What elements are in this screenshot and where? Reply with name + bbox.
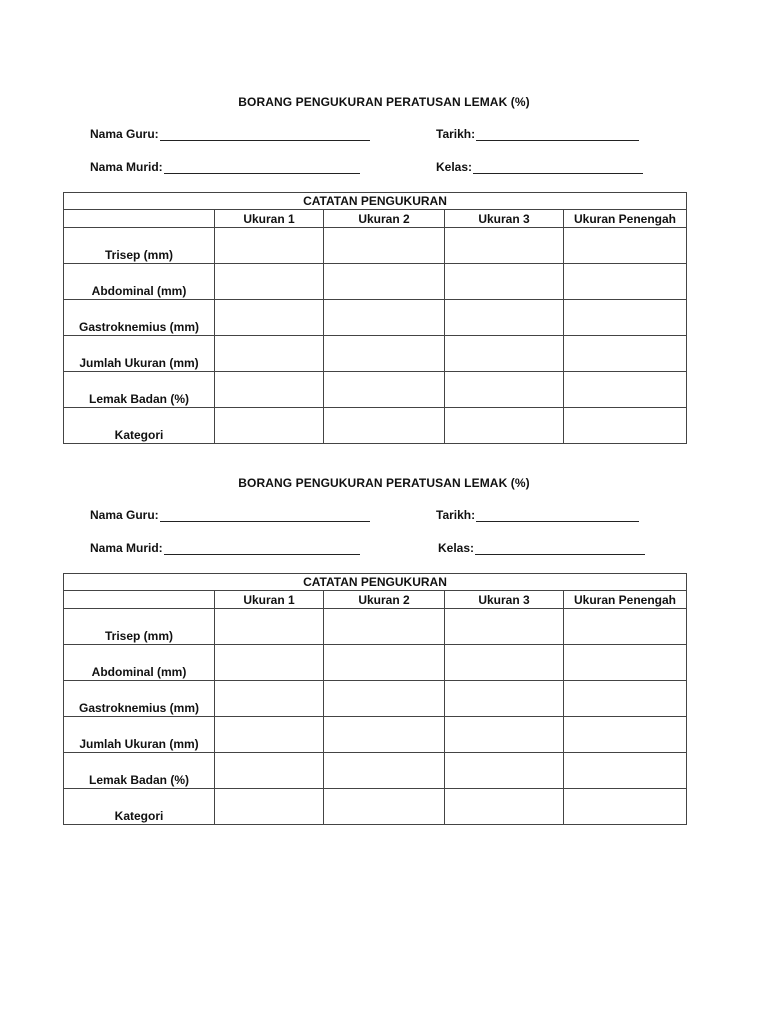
date-field[interactable] [436, 127, 639, 141]
date-line[interactable] [476, 509, 639, 522]
input-cell[interactable] [215, 645, 324, 681]
input-cell[interactable] [215, 681, 324, 717]
input-cell[interactable] [564, 681, 687, 717]
input-cell[interactable] [564, 300, 687, 336]
input-cell[interactable] [324, 408, 445, 444]
input-cell[interactable] [215, 717, 324, 753]
input-cell[interactable] [215, 228, 324, 264]
header-ukuran-3: Ukuran 3 [445, 210, 564, 228]
row-label: Gastroknemius (mm) [64, 300, 215, 336]
row-label: Gastroknemius (mm) [64, 681, 215, 717]
row-label: Abdominal (mm) [64, 264, 215, 300]
table-row [64, 789, 687, 825]
input-cell[interactable] [564, 753, 687, 789]
input-cell[interactable] [324, 609, 445, 645]
input-cell[interactable] [215, 753, 324, 789]
table-row [64, 264, 687, 300]
input-cell[interactable] [324, 264, 445, 300]
input-cell[interactable] [445, 681, 564, 717]
table-row [64, 372, 687, 408]
measurement-form-1 [0, 94, 768, 442]
input-cell[interactable] [324, 753, 445, 789]
row-label: Trisep (mm) [64, 609, 215, 645]
measurement-form-2 [0, 475, 768, 823]
class-field[interactable] [438, 541, 645, 555]
input-cell[interactable] [445, 336, 564, 372]
input-cell[interactable] [564, 717, 687, 753]
teacher-name-label: Nama Guru: [90, 127, 159, 141]
input-cell[interactable] [445, 372, 564, 408]
measurement-table [63, 573, 687, 825]
student-name-label: Nama Murid: [90, 541, 163, 555]
date-label: Tarikh: [436, 127, 476, 141]
date-line[interactable] [476, 128, 639, 141]
teacher-name-line[interactable] [160, 509, 370, 522]
header-ukuran-2: Ukuran 2 [324, 210, 445, 228]
table-row [64, 681, 687, 717]
input-cell[interactable] [215, 789, 324, 825]
row-label: Abdominal (mm) [64, 645, 215, 681]
student-name-label: Nama Murid: [90, 160, 163, 174]
input-cell[interactable] [324, 645, 445, 681]
input-cell[interactable] [324, 789, 445, 825]
table-row [64, 300, 687, 336]
input-cell[interactable] [324, 228, 445, 264]
input-cell[interactable] [445, 408, 564, 444]
row-label: Lemak Badan (%) [64, 372, 215, 408]
header-ukuran-3: Ukuran 3 [445, 591, 564, 609]
row-label: Jumlah Ukuran (mm) [64, 717, 215, 753]
input-cell[interactable] [324, 372, 445, 408]
teacher-name-label: Nama Guru: [90, 508, 159, 522]
input-cell[interactable] [215, 300, 324, 336]
date-label: Tarikh: [436, 508, 476, 522]
header-blank [64, 591, 215, 609]
input-cell[interactable] [215, 372, 324, 408]
table-row [64, 645, 687, 681]
input-cell[interactable] [215, 264, 324, 300]
table-caption: CATATAN PENGUKURAN [64, 193, 687, 210]
input-cell[interactable] [564, 408, 687, 444]
input-cell[interactable] [445, 609, 564, 645]
input-cell[interactable] [564, 336, 687, 372]
input-cell[interactable] [445, 645, 564, 681]
student-name-field[interactable] [90, 541, 360, 555]
input-cell[interactable] [215, 609, 324, 645]
input-cell[interactable] [445, 300, 564, 336]
input-cell[interactable] [564, 264, 687, 300]
input-cell[interactable] [564, 609, 687, 645]
row-label: Jumlah Ukuran (mm) [64, 336, 215, 372]
input-cell[interactable] [324, 336, 445, 372]
teacher-name-line[interactable] [160, 128, 370, 141]
row-label: Lemak Badan (%) [64, 753, 215, 789]
class-line[interactable] [473, 161, 643, 174]
table-row [64, 717, 687, 753]
table-row [64, 228, 687, 264]
header-ukuran-1: Ukuran 1 [215, 591, 324, 609]
class-label: Kelas: [436, 160, 473, 174]
student-name-line[interactable] [164, 542, 360, 555]
date-field[interactable] [436, 508, 639, 522]
input-cell[interactable] [445, 228, 564, 264]
teacher-name-field[interactable] [90, 127, 370, 141]
header-ukuran-1: Ukuran 1 [215, 210, 324, 228]
input-cell[interactable] [324, 681, 445, 717]
form-title: BORANG PENGUKURAN PERATUSAN LEMAK (%) [238, 476, 530, 490]
input-cell[interactable] [445, 264, 564, 300]
input-cell[interactable] [445, 717, 564, 753]
header-blank [64, 210, 215, 228]
measurement-table [63, 192, 687, 444]
class-line[interactable] [475, 542, 645, 555]
input-cell[interactable] [564, 645, 687, 681]
input-cell[interactable] [324, 717, 445, 753]
teacher-name-field[interactable] [90, 508, 370, 522]
class-field[interactable] [436, 160, 643, 174]
student-name-line[interactable] [164, 161, 360, 174]
header-ukuran-2: Ukuran 2 [324, 591, 445, 609]
header-ukuran-penengah: Ukuran Penengah [564, 210, 687, 228]
table-row [64, 336, 687, 372]
student-name-field[interactable] [90, 160, 360, 174]
class-label: Kelas: [438, 541, 475, 555]
table-row [64, 753, 687, 789]
form-title: BORANG PENGUKURAN PERATUSAN LEMAK (%) [238, 95, 530, 109]
input-cell[interactable] [564, 372, 687, 408]
input-cell[interactable] [564, 789, 687, 825]
row-label: Kategori [64, 789, 215, 825]
input-cell[interactable] [445, 753, 564, 789]
row-label: Trisep (mm) [64, 228, 215, 264]
table-row [64, 609, 687, 645]
input-cell[interactable] [215, 336, 324, 372]
table-caption: CATATAN PENGUKURAN [64, 574, 687, 591]
input-cell[interactable] [445, 789, 564, 825]
input-cell[interactable] [215, 408, 324, 444]
header-ukuran-penengah: Ukuran Penengah [564, 591, 687, 609]
table-row [64, 408, 687, 444]
row-label: Kategori [64, 408, 215, 444]
input-cell[interactable] [324, 300, 445, 336]
input-cell[interactable] [564, 228, 687, 264]
